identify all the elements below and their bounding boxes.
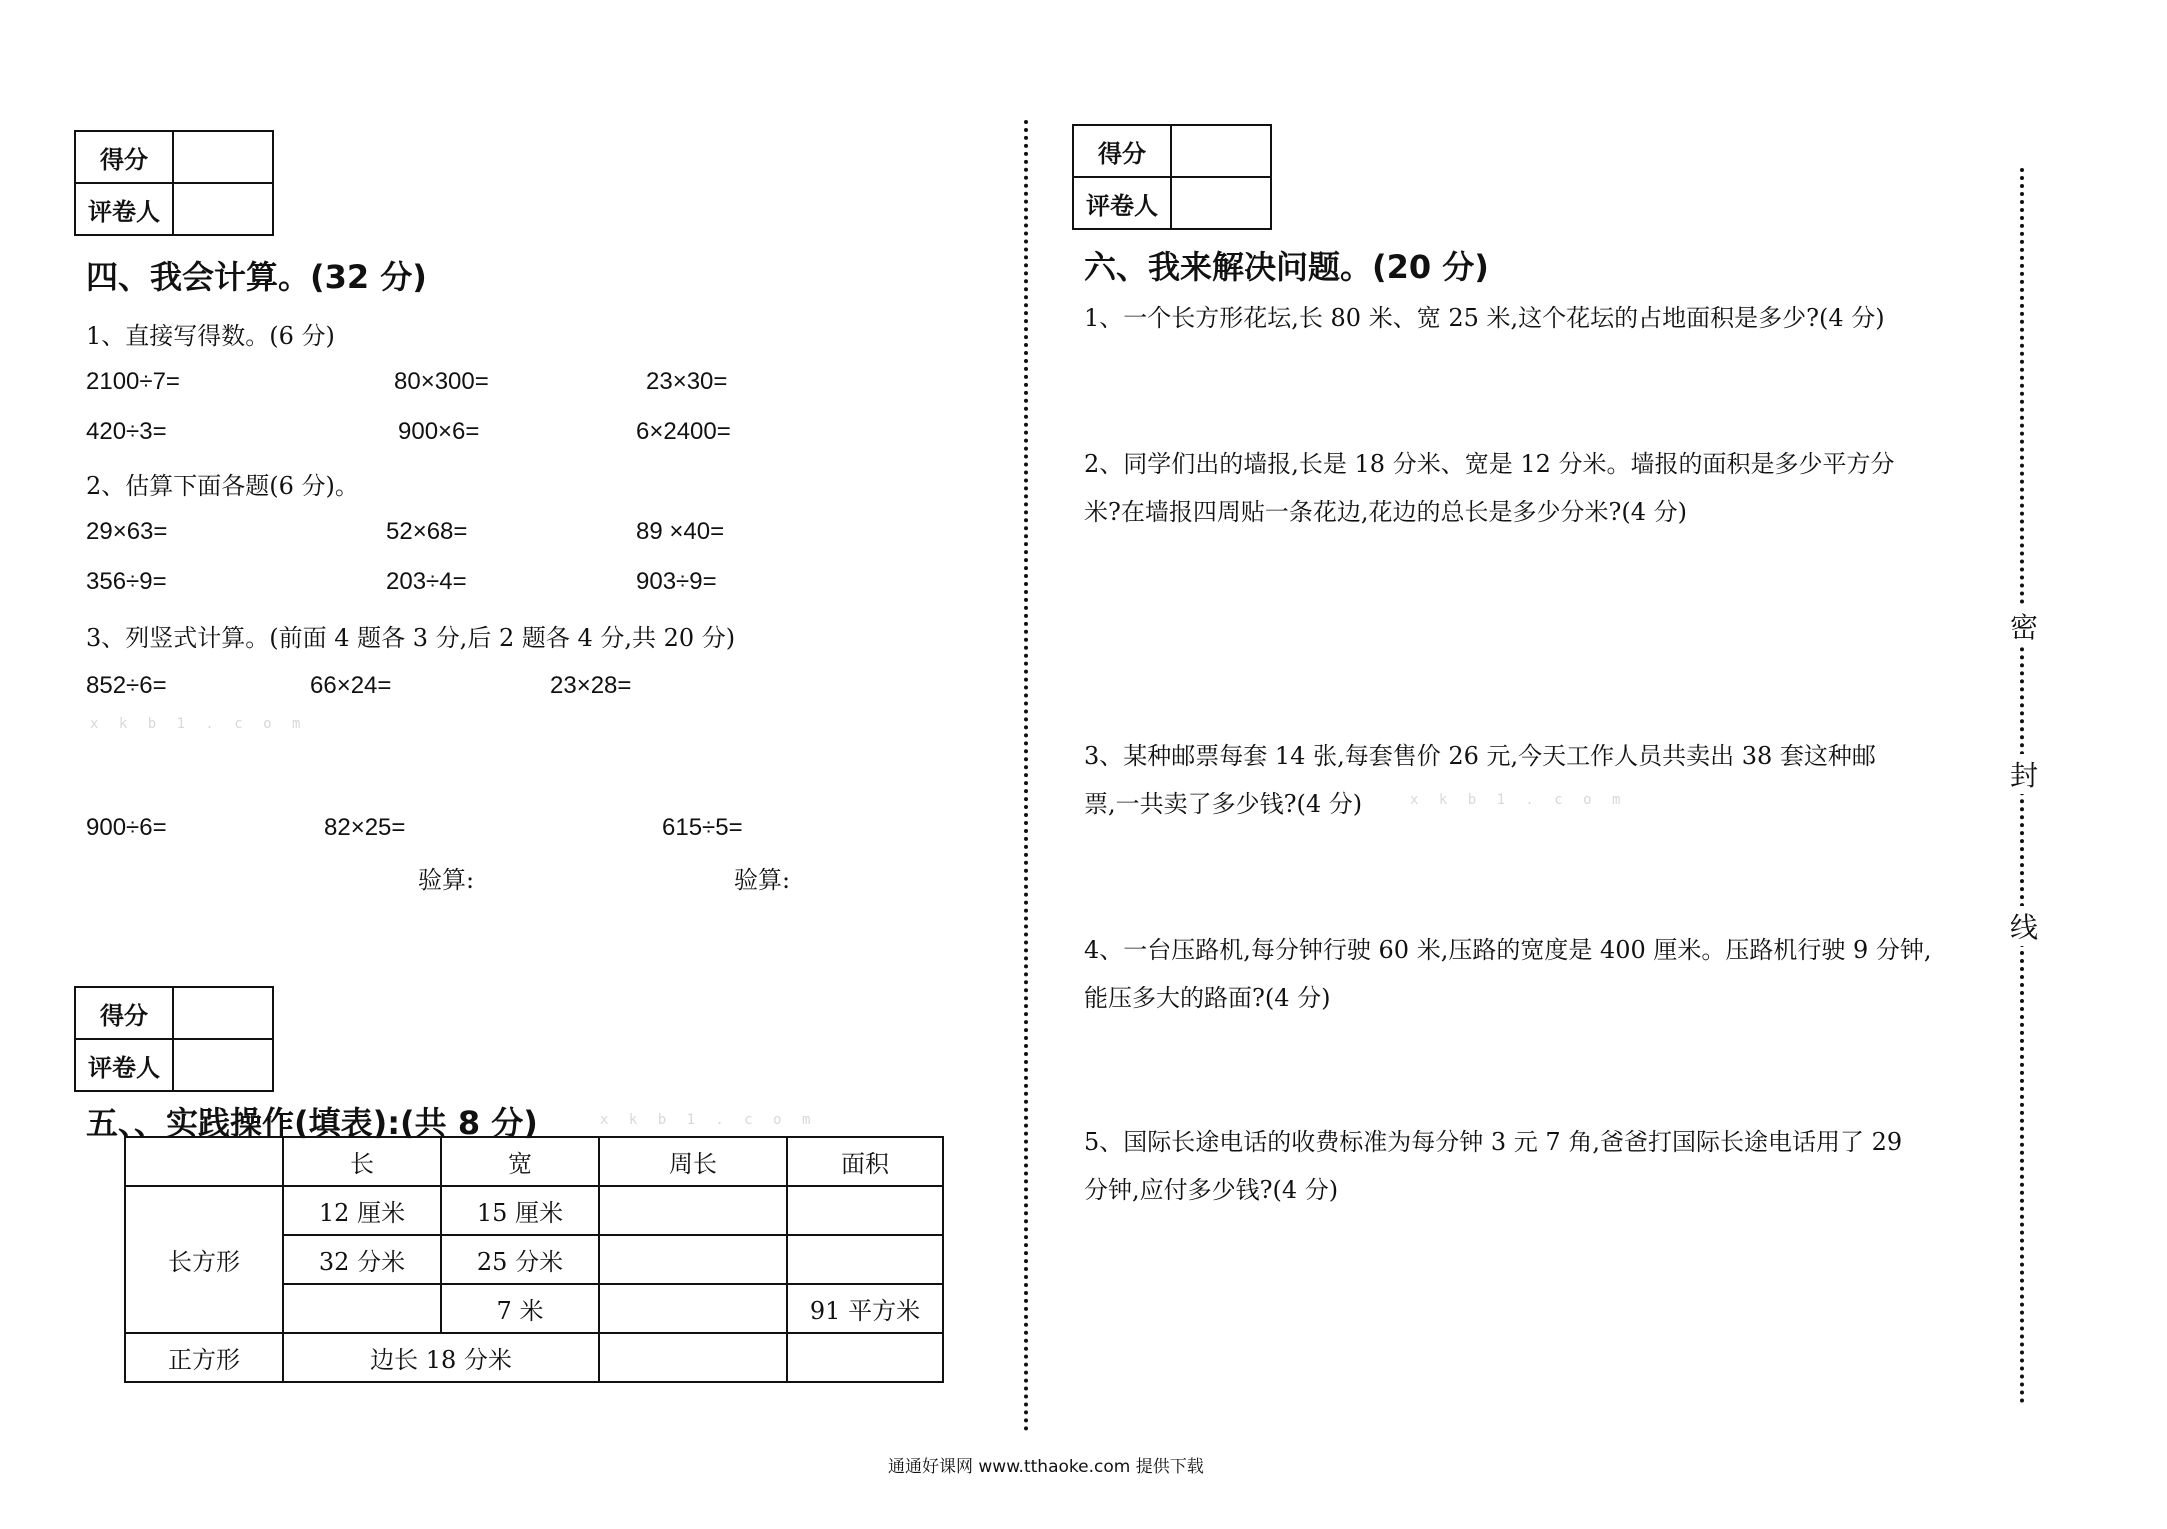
section5-title: 五、、实践操作(填表):(共 8 分) bbox=[86, 1104, 538, 1142]
answer-cell[interactable] bbox=[599, 1235, 787, 1284]
q2-eq-6: 903÷9= bbox=[636, 568, 717, 595]
header-blank bbox=[125, 1137, 283, 1186]
q1-eq-6: 6×2400= bbox=[636, 418, 731, 445]
grader-cell[interactable] bbox=[1171, 177, 1271, 229]
answer-cell[interactable] bbox=[599, 1186, 787, 1235]
score-cell[interactable] bbox=[173, 131, 273, 183]
q2-eq-3: 89 ×40= bbox=[636, 518, 725, 545]
score-cell[interactable] bbox=[173, 987, 273, 1039]
table-cell: 91 平方米 bbox=[787, 1284, 943, 1333]
square-side: 边长 18 分米 bbox=[283, 1333, 599, 1382]
q1-title: 1、直接写得数。(6 分) bbox=[86, 322, 335, 350]
answer-cell[interactable] bbox=[283, 1284, 441, 1333]
score-label: 得分 bbox=[75, 987, 173, 1039]
binding-char-feng: 封 bbox=[2010, 754, 2038, 794]
q2-eq-2: 52×68= bbox=[386, 518, 468, 545]
grader-label: 评卷人 bbox=[75, 183, 173, 235]
header-perimeter: 周长 bbox=[599, 1137, 787, 1186]
q1-eq-3: 23×30= bbox=[646, 368, 728, 395]
score-box-section4 bbox=[74, 130, 274, 236]
problem-2-line2: 米?在墙报四周贴一条花边,花边的总长是多少分米?(4 分) bbox=[1084, 498, 1687, 526]
faint-watermark: x k b 1 . c o m bbox=[1410, 792, 1627, 808]
problem-1: 1、一个长方形花坛,长 80 米、宽 25 米,这个花坛的占地面积是多少?(4 分) bbox=[1084, 304, 1885, 332]
q3-eq-5: 82×25= bbox=[324, 814, 406, 841]
grader-label: 评卷人 bbox=[1073, 177, 1171, 229]
table-cell: 15 厘米 bbox=[441, 1186, 599, 1235]
rectangle-label: 长方形 bbox=[125, 1186, 283, 1333]
problem-5-line2: 分钟,应付多少钱?(4 分) bbox=[1084, 1176, 1339, 1204]
score-cell[interactable] bbox=[1171, 125, 1271, 177]
score-label: 得分 bbox=[1073, 125, 1171, 177]
score-box-section6 bbox=[1072, 124, 1272, 230]
q3-eq-3: 23×28= bbox=[550, 672, 632, 699]
problem-5-line1: 5、国际长途电话的收费标准为每分钟 3 元 7 角,爸爸打国际长途电话用了 29 bbox=[1084, 1128, 1903, 1156]
answer-cell[interactable] bbox=[787, 1186, 943, 1235]
grader-label: 评卷人 bbox=[75, 1039, 173, 1091]
answer-cell[interactable] bbox=[599, 1284, 787, 1333]
q1-eq-4: 420÷3= bbox=[86, 418, 167, 445]
binding-char-xian: 线 bbox=[2010, 906, 2038, 946]
faint-watermark: x k b 1 . c o m bbox=[90, 716, 307, 732]
square-label: 正方形 bbox=[125, 1333, 283, 1382]
table-cell: 32 分米 bbox=[283, 1235, 441, 1284]
q2-title: 2、估算下面各题(6 分)。 bbox=[86, 472, 359, 500]
check-label-1: 验算: bbox=[418, 866, 475, 894]
binding-char-mi: 密 bbox=[2010, 606, 2038, 646]
section4-title: 四、我会计算。(32 分) bbox=[86, 258, 427, 296]
faint-watermark: x k b 1 . c o m bbox=[600, 1112, 817, 1128]
q3-title: 3、列竖式计算。(前面 4 题各 3 分,后 2 题各 4 分,共 20 分) bbox=[86, 624, 736, 652]
fill-in-table bbox=[124, 1136, 944, 1383]
score-label: 得分 bbox=[75, 131, 173, 183]
table-cell: 7 米 bbox=[441, 1284, 599, 1333]
table-cell: 25 分米 bbox=[441, 1235, 599, 1284]
header-area: 面积 bbox=[787, 1137, 943, 1186]
answer-cell[interactable] bbox=[787, 1235, 943, 1284]
footer-text: 通通好课网 www.tthaoke.com 提供下载 bbox=[888, 1457, 1204, 1477]
problem-2-line1: 2、同学们出的墙报,长是 18 分米、宽是 12 分米。墙报的面积是多少平方分 bbox=[1084, 450, 1895, 478]
center-dotted-line bbox=[1024, 120, 1028, 1432]
q1-eq-2: 80×300= bbox=[394, 368, 489, 395]
problem-3-line2: 票,一共卖了多少钱?(4 分) bbox=[1084, 790, 1363, 818]
section6-title: 六、我来解决问题。(20 分) bbox=[1084, 248, 1489, 286]
problem-4-line1: 4、一台压路机,每分钟行驶 60 米,压路的宽度是 400 厘米。压路机行驶 9 分钟, bbox=[1084, 936, 1932, 964]
q2-eq-5: 203÷4= bbox=[386, 568, 467, 595]
problem-3-line1: 3、某种邮票每套 14 张,每套售价 26 元,今天工作人员共卖出 38 套这种邮 bbox=[1084, 742, 1876, 770]
q3-eq-6: 615÷5= bbox=[662, 814, 743, 841]
score-box-section5 bbox=[74, 986, 274, 1092]
problem-4-line2: 能压多大的路面?(4 分) bbox=[1084, 984, 1331, 1012]
answer-cell[interactable] bbox=[787, 1333, 943, 1382]
check-label-2: 验算: bbox=[734, 866, 791, 894]
header-width: 宽 bbox=[441, 1137, 599, 1186]
q3-eq-2: 66×24= bbox=[310, 672, 392, 699]
q2-eq-1: 29×63= bbox=[86, 518, 168, 545]
q3-eq-1: 852÷6= bbox=[86, 672, 167, 699]
q2-eq-4: 356÷9= bbox=[86, 568, 167, 595]
q1-eq-5: 900×6= bbox=[398, 418, 480, 445]
table-cell: 12 厘米 bbox=[283, 1186, 441, 1235]
q3-eq-4: 900÷6= bbox=[86, 814, 167, 841]
header-length: 长 bbox=[283, 1137, 441, 1186]
q1-eq-1: 2100÷7= bbox=[86, 368, 180, 395]
answer-cell[interactable] bbox=[599, 1333, 787, 1382]
grader-cell[interactable] bbox=[173, 1039, 273, 1091]
grader-cell[interactable] bbox=[173, 183, 273, 235]
